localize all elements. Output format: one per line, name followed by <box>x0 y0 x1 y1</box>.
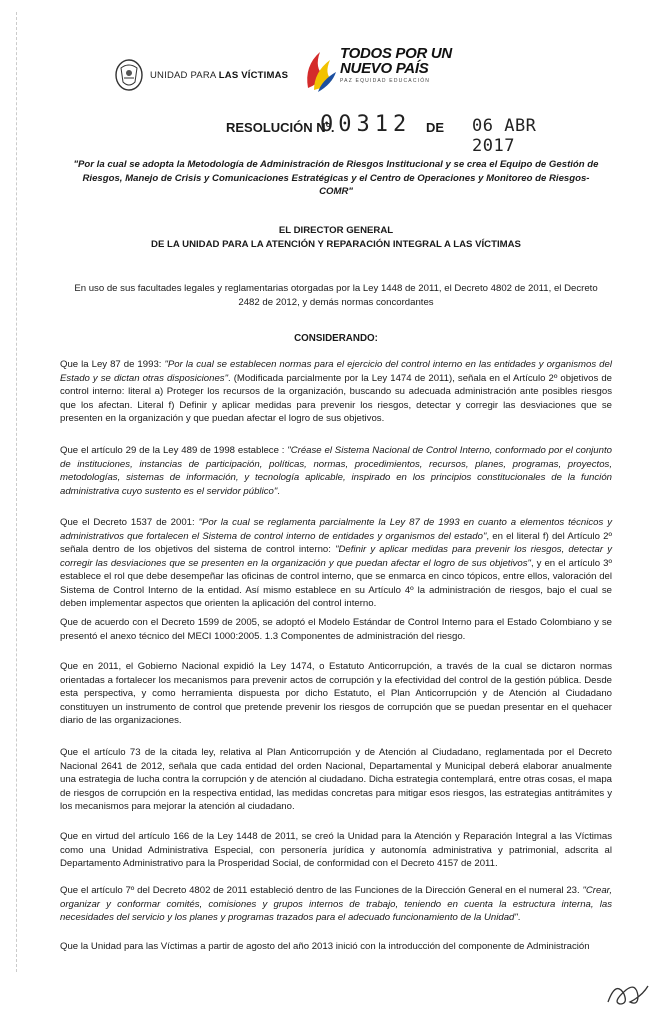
unidad-victimas-logo <box>114 58 288 92</box>
powers-paragraph: En uso de sus facultades legales y reglamentarias otorgadas por la Ley 1448 de 2011, el Decreto 4802 de 2011, el Decreto 2482 de 2012, y demás normas concordantes <box>74 283 598 308</box>
colombia-seal-icon <box>114 58 144 92</box>
director-line-2: DE LA UNIDAD PARA LA ATENCIÓN Y REPARACIÓN INTEGRAL A LAS VÍCTIMAS <box>151 238 521 250</box>
director-line-1: EL DIRECTOR GENERAL <box>278 225 394 236</box>
paragraph-decreto-1537: Que el Decreto 1537 de 2001: "Por la cual se reglamenta parcialmente la Ley 87 de 1993 en cuanto a elementos técnicos y administrativos que fortalecen el Sistema de control interno de entidades y organismos del estado", en el literal f) del Artículo 2º señala dentro de los objetivos del sistema de control interno: "Definir y aplicar medidas para prevenir los riesgos, detectar y corregir las desviaciones que se presenten en la organización y que puedan afectar el logro de sus objetivos", y en el artículo 3º establece el rol que debe desempeñar las oficinas de control interno, que se enmarca en cinco tópicos, entre ellos, valoración del Sistema de Control Interno de la entidad. Así mismo establece en su Artículo 4º la administración de riesgos, bajo el cual se deben implementar aspectos que orienten la aplicación del control interno. <box>60 517 613 609</box>
resolution-de: DE <box>426 120 445 135</box>
resolution-date: 06 ABR 2017 <box>472 116 537 156</box>
slogan-line-3: PAZ EQUIDAD EDUCACIÓN <box>340 78 431 84</box>
paragraph-agosto-2013: Que la Unidad para las Víctimas a partir de agosto del año 2013 inició con la introducción del componente de Administración <box>60 941 590 952</box>
director-heading <box>60 224 612 251</box>
todos-por-un-nuevo-pais-logo <box>302 46 452 96</box>
resolution-line <box>226 112 586 156</box>
flame-icon <box>302 46 338 96</box>
letterhead <box>114 40 474 110</box>
resolution-subject: "Por la cual se adopta la Metodología de Administración de Riesgos Institucional y se crea el Equipo de Gestión de Riesgos, Manejo de Crisis y Comunicaciones Estratégicas y el Centro de Operaciones y Monitoreo de Riesgos-COMR" <box>73 159 599 197</box>
slogan-line-2: NUEVO PAÍS <box>340 60 429 77</box>
considerando-heading: CONSIDERANDO: <box>294 333 378 344</box>
resolution-number: 00312 <box>320 112 412 137</box>
paragraph-ley-87: Que la Ley 87 de 1993: "Por la cual se establecen normas para el ejercicio del control interno en las entidades y organismos del Estado y se dictan otras disposiciones". (Modificada parcialmente por la Ley 1474 de 2011), señala en el Artículo 2º objetivos de control interno: literal a) Proteger los recursos de la organización, buscando su adecuada administración ante posibles riesgos que los afectan. Literal f) Definir y aplicar medidas para prevenir los riesgos, detectar y corregir las desviaciones que se presenten en la organización y que puedan afectar el logro de sus objetivos. <box>60 359 612 424</box>
paragraph-articulo-166: Que en virtud del artículo 166 de la Ley 1448 de 2011, se creó la Unidad para la Atención y Reparación Integral a las Víctimas como una Unidad Administrativa Especial, con personería jurídica y autonomía administrativa y patrimonial, adscrita al Departamento Administrativo para la Prosperidad Social, de conformidad con el Decreto 4157 de 2011. <box>60 831 612 869</box>
unidad-logo-text: UNIDAD PARA LAS VÍCTIMAS <box>150 69 289 81</box>
scan-margin-mark <box>16 12 26 972</box>
paragraph-articulo-73: Que el artículo 73 de la citada ley, relativa al Plan Anticorrupción y de Atención al Ciudadano, reglamentada por el Decreto Nacional 2641 de 2012, señala que cada entidad del orden Nacional, Departamental y Municipal deberá elaborar anualmente una estrategia de lucha contra la corrupción y de atención al ciudadano. Dicha estrategia contemplará, entre otras cosas, el mapa de riesgos de corrupción en la respectiva entidad, las medidas concretas para mitigar esos riesgos, las estrategias antitrámites y los mecanismos para mejorar la atención al ciudadano. <box>60 747 612 812</box>
resolution-label: RESOLUCIÓN N°. <box>226 120 335 135</box>
initials-signature-icon <box>602 976 652 1010</box>
paragraph-ley-489: Que el artículo 29 de la Ley 489 de 1998 establece : "Créase el Sistema Nacional de Control Interno, conformado por el conjunto de instituciones, instancias de participación, políticas, normas, procedimientos, recursos, planes, programas, proyectos, metodologías, sistemas de información, y tecnología aplicable, inspirado en los principios constitucionales de la función administrativa cuyo sustento es el servidor público". <box>60 445 612 497</box>
paragraph-decreto-4802: Que el artículo 7º del Decreto 4802 de 2011 estableció dentro de las Funciones de la Dirección General en el numeral 23. "Crear, organizar y conformar comités, comisiones y grupos internos de trabajo, teniendo en cuenta la estructura interna, las necesidades del servicio y los planes y programas trazados para el adecuado funcionamiento de la Unidad". <box>60 885 612 923</box>
paragraph-decreto-1599: Que de acuerdo con el Decreto 1599 de 2005, se adoptó el Modelo Estándar de Control Interno para el Estado Colombiano y se presentó el anexo técnico del MECI 1000:2005. 1.3 Componentes de administración del riesgo. <box>60 617 612 642</box>
slogan-line-1: TODOS POR UN <box>340 45 452 62</box>
paragraph-ley-1474: Que en 2011, el Gobierno Nacional expidió la Ley 1474, o Estatuto Anticorrupción, a través de la cual se dictaron normas orientadas a fortalecer los mecanismos para prevenir actos de corrupción y la efectividad del control de la gestión pública. Desde esta perspectiva, y como herramienta dispuesta por dicho Estatuto, el Plan Anticorrupción y de Atención al Ciudadano constituyen un instrumento de control que pretende prevenir los riesgos de corrupción que se puedan presentar en el quehacer diario de las organizaciones. <box>60 661 612 726</box>
